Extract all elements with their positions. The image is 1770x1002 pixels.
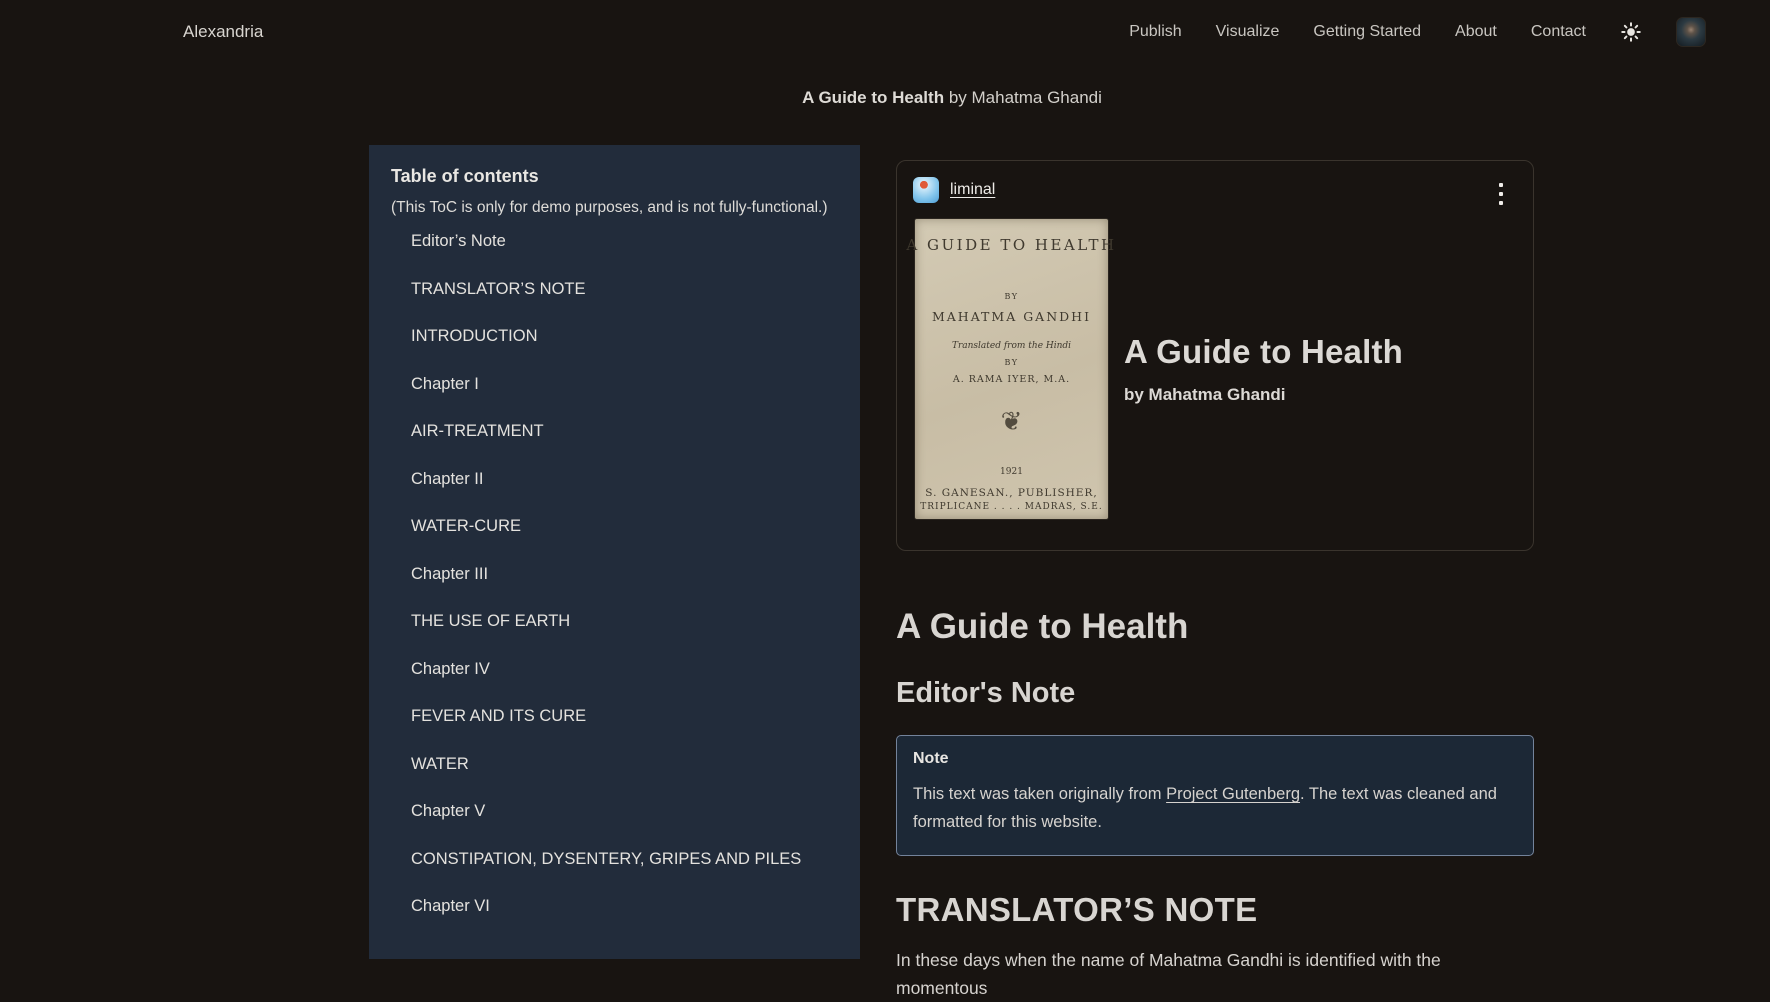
article-column	[896, 160, 1534, 1002]
nav-links	[1129, 17, 1706, 47]
cover-translated-from: Translated from the Hindi	[951, 341, 1072, 351]
page-title	[369, 88, 1535, 108]
project-gutenberg-link[interactable]: Project Gutenberg	[1166, 785, 1301, 803]
card-book-author: by Mahatma Ghandi	[1124, 385, 1286, 404]
toc-item[interactable]: Chapter III	[411, 564, 489, 583]
toc-item[interactable]: Chapter VI	[411, 897, 490, 915]
toc-item[interactable]: CONSTIPATION, DYSENTERY, GRIPES AND PILES	[411, 849, 802, 868]
theme-toggle-sun-icon[interactable]	[1620, 21, 1642, 43]
nav-link-publish[interactable]: Publish	[1129, 23, 1182, 40]
toc-item[interactable]: INTRODUCTION	[411, 327, 538, 345]
cover-year: 1921	[1000, 467, 1023, 477]
page-title-author: by Mahatma Ghandi	[944, 88, 1102, 107]
cover-printers-mark-icon: ❦	[1000, 407, 1023, 437]
editors-note-heading: Editor's Note	[896, 677, 1076, 709]
card-body	[906, 219, 1517, 519]
note-text-after: . The text was cleaned and formatted for this website.	[913, 785, 1497, 831]
site-logo[interactable]: Alexandria	[183, 22, 264, 41]
note-text	[913, 781, 1517, 836]
article-title: A Guide to Health	[896, 607, 1189, 646]
cover-publisher: S. GANESAN., PUBLISHER,	[925, 487, 1098, 499]
toc-item[interactable]: Editor’s Note	[411, 232, 506, 250]
toc-item[interactable]: Chapter I	[411, 374, 479, 393]
article-paragraph: In these days when the name of Mahatma Gandhi is identified with the momentous	[896, 950, 1441, 999]
nav-link-getting-started[interactable]: Getting Started	[1313, 23, 1422, 40]
toc-subtitle: (This ToC is only for demo purposes, and is not fully-functional.)	[391, 199, 828, 216]
card-header	[913, 175, 1517, 205]
nav-link-contact[interactable]: Contact	[1530, 23, 1586, 40]
cover-title: A GUIDE TO HEALTH	[906, 236, 1117, 254]
table-of-contents-panel	[369, 145, 860, 959]
card-book-title: A Guide to Health	[1124, 333, 1404, 370]
toc-item[interactable]: Chapter V	[411, 802, 486, 820]
toc-item[interactable]: WATER-CURE	[411, 517, 521, 535]
book-cover	[906, 219, 1117, 519]
page-title-book: A Guide to Health	[802, 88, 945, 107]
cover-by: BY	[1004, 292, 1019, 301]
toc-item[interactable]: THE USE OF EARTH	[411, 612, 571, 630]
toc-item[interactable]: AIR-TREATMENT	[411, 422, 544, 440]
toc-item[interactable]: TRANSLATOR’S NOTE	[411, 279, 586, 298]
toc-item[interactable]: Chapter II	[411, 469, 484, 488]
publication-card	[896, 160, 1534, 551]
cover-by: BY	[1004, 358, 1019, 367]
toc-list	[391, 232, 838, 919]
toc-item[interactable]: WATER	[411, 754, 469, 773]
kebab-menu-icon[interactable]	[1499, 183, 1503, 205]
translators-note-heading: TRANSLATOR’S NOTE	[896, 891, 1258, 929]
note-label: Note	[913, 750, 949, 767]
cover-translator: A. RAMA IYER, M.A.	[952, 374, 1071, 385]
note-callout	[896, 735, 1534, 856]
toc-item[interactable]: FEVER AND ITS CURE	[411, 707, 587, 725]
cover-author: MAHATMA GANDHI	[931, 309, 1092, 324]
username-link[interactable]: liminal	[950, 181, 996, 198]
note-text-before: This text was taken originally from	[913, 785, 1167, 803]
user-avatar[interactable]	[1676, 17, 1706, 47]
nav-link-visualize[interactable]: Visualize	[1215, 23, 1280, 40]
nav-link-about[interactable]: About	[1455, 23, 1497, 40]
toc-title: Table of contents	[391, 166, 539, 186]
liminal-avatar[interactable]	[913, 177, 939, 203]
cover-address: TRIPLICANE . . . . MADRAS, S.E.	[920, 502, 1103, 512]
top-nav	[0, 0, 1770, 64]
toc-item[interactable]: Chapter IV	[411, 659, 490, 678]
card-meta	[1124, 333, 1403, 405]
